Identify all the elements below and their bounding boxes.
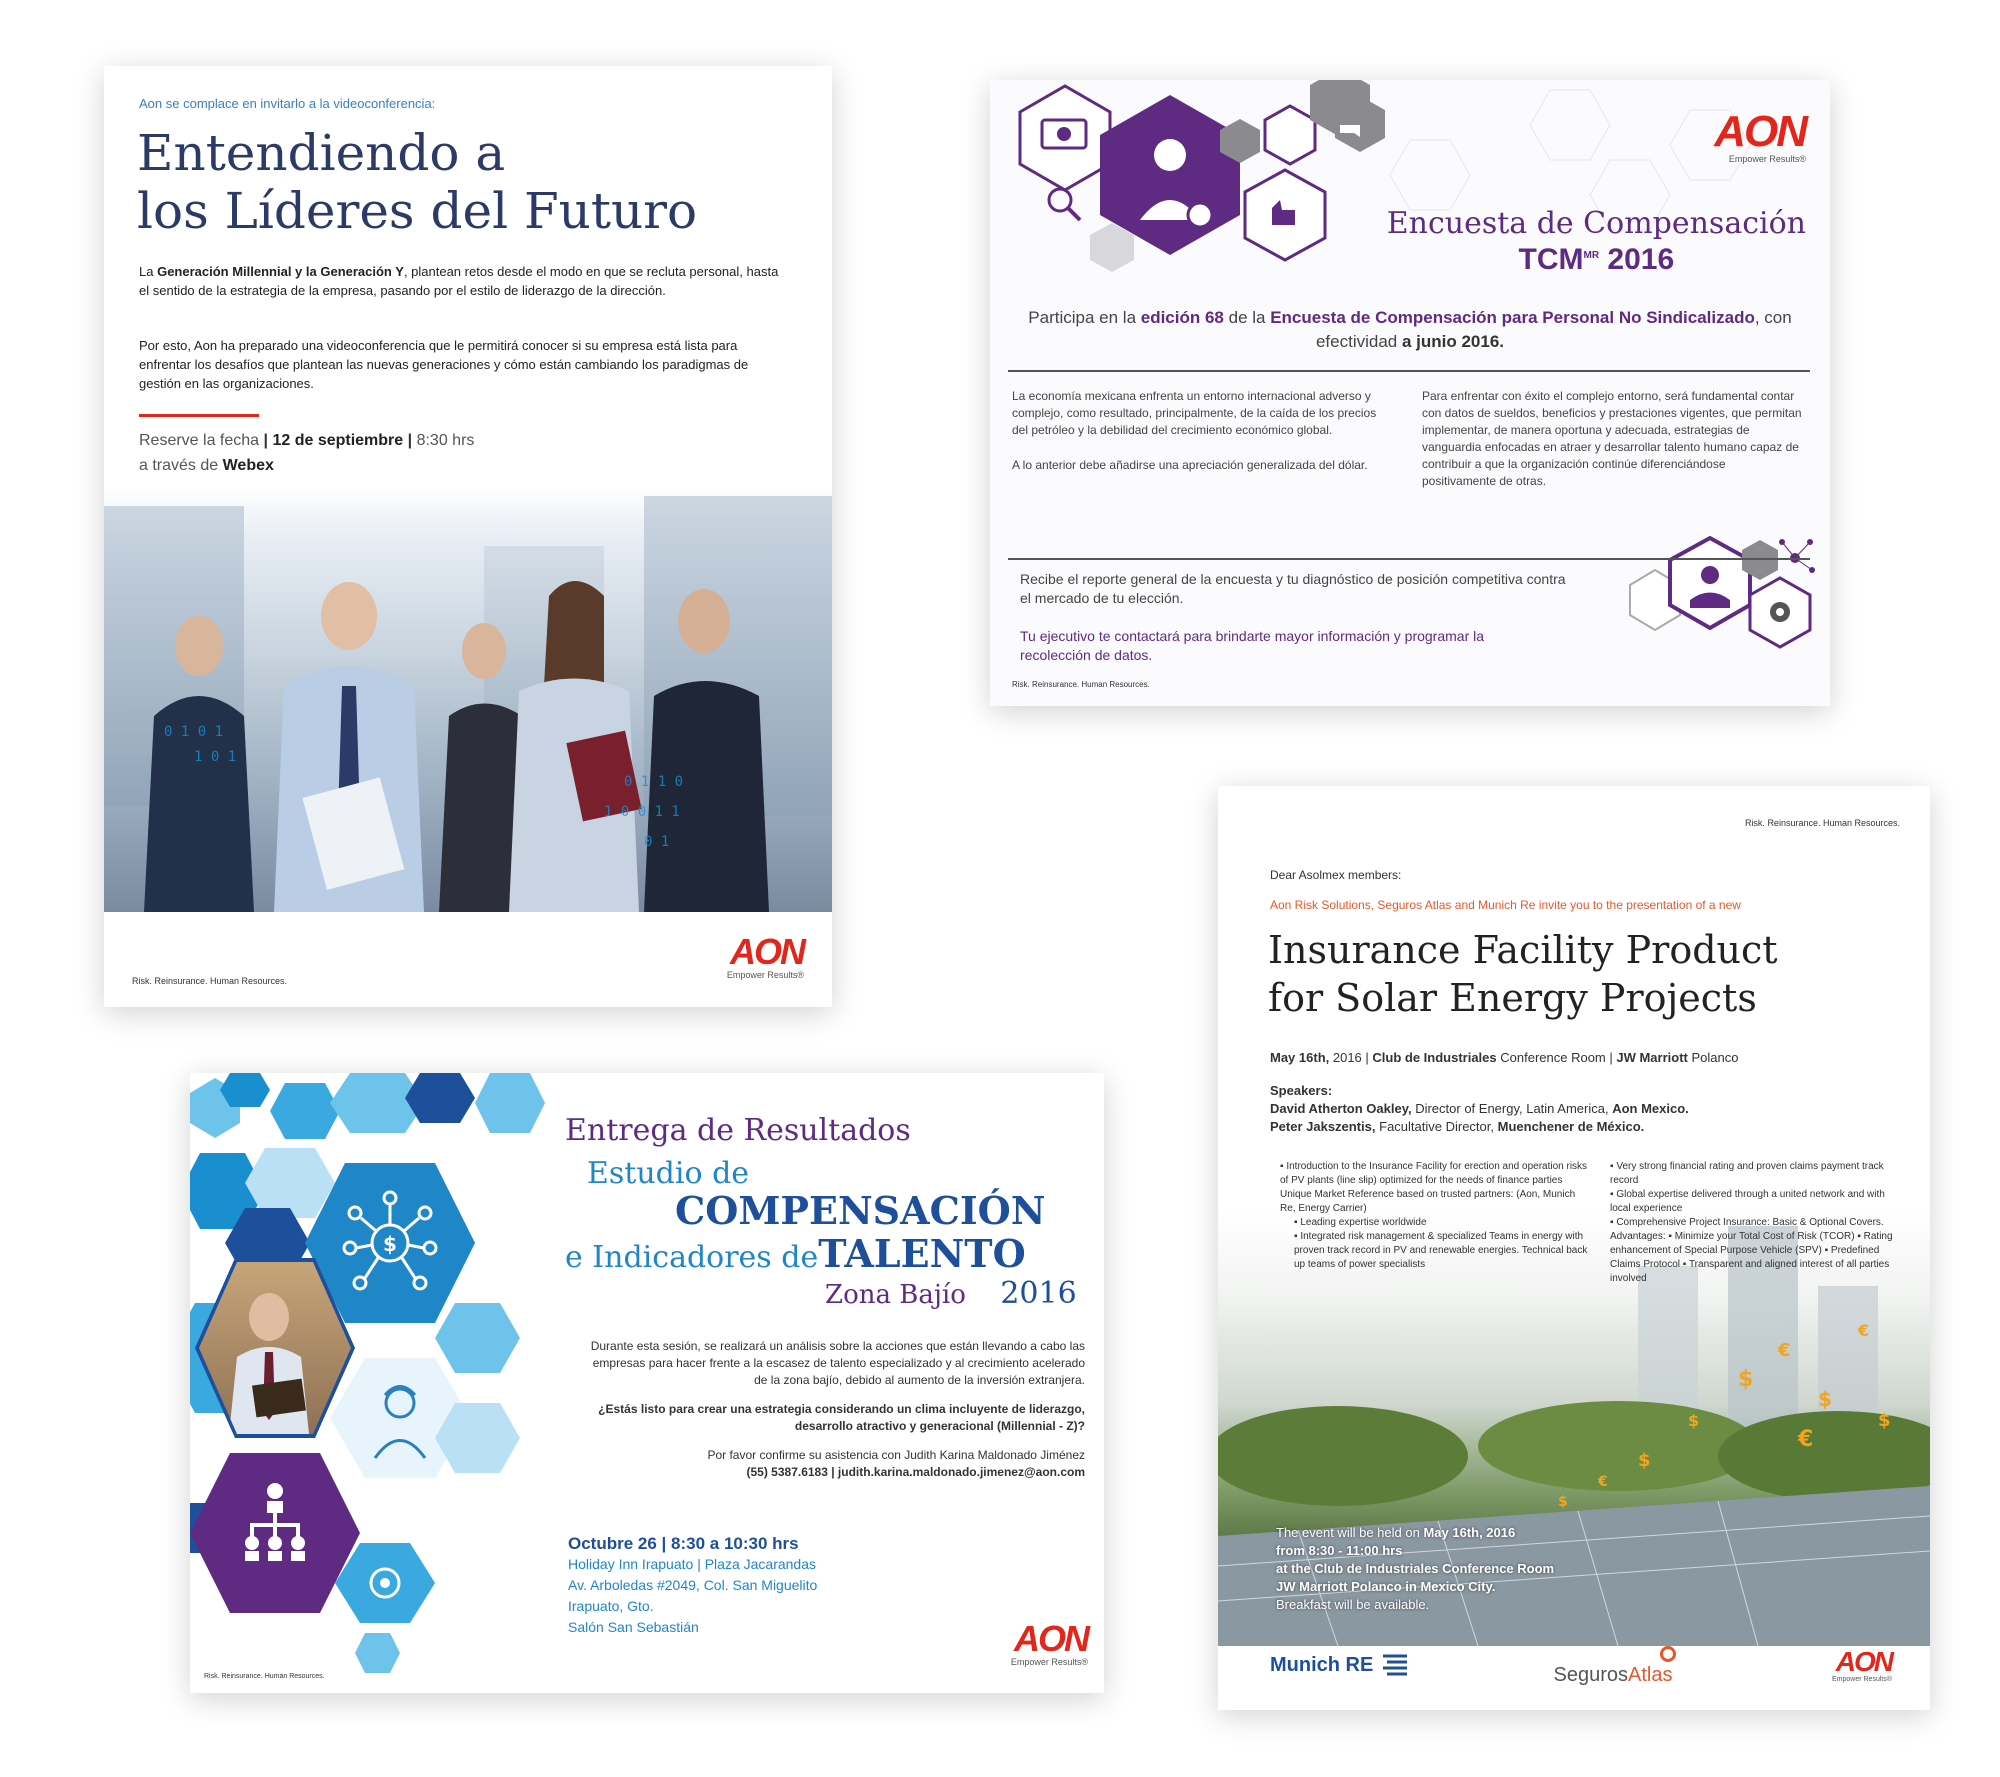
card3-footer: Risk. Reinsurance. Human Resources. xyxy=(204,1673,325,1680)
svg-text:$: $ xyxy=(1688,1411,1700,1430)
svg-text:0 1 0 1: 0 1 0 1 xyxy=(164,724,224,740)
munich-re-logo: Munich RE xyxy=(1270,1652,1409,1678)
card1-title: Entendiendo a los Líderes del Futuro xyxy=(137,124,698,240)
card2-subtitle: Participa en la edición 68 de la Encuesta de Compensación para Personal No Sindicalizado, con efectividad a junio 2016. xyxy=(1028,308,1792,351)
svg-text:€: € xyxy=(1858,1321,1870,1340)
flyer-encuesta-compensacion xyxy=(990,80,1830,706)
svg-text:€: € xyxy=(1598,1474,1608,1490)
flyer-lideres-futuro xyxy=(104,66,832,1007)
card1-intro: Aon se complace en invitarlo a la videoconferencia: xyxy=(139,96,436,111)
svg-text:$: $ xyxy=(1878,1410,1891,1431)
svg-text:1 0 1: 1 0 1 xyxy=(194,749,237,765)
card2-contact-text: Tu ejecutivo te contactará para brindarte mayor información y programar la recolección de datos. xyxy=(1020,628,1485,663)
svg-text:$: $ xyxy=(1638,1450,1651,1471)
seguros-atlas-logo: SegurosAtlas xyxy=(1550,1646,1676,1687)
aon-logo: AON Empower Results® xyxy=(1831,1646,1892,1683)
flyer-entrega-resultados xyxy=(190,1073,1104,1693)
card3-event-details: Octubre 26 | 8:30 a 10:30 hrs Holiday Inn Irapuato | Plaza Jacarandas Av. Arboledas #2049, Col. San Miguelito Irapuato, Gto. Salón San Sebastián xyxy=(568,1534,818,1635)
card4-speakers: Speakers: David Atherton Oakley, Director of Energy, Latin America, Aon Mexico. Peter Jakszentis, Facultative Director, Muenchener de México. xyxy=(1270,1083,1689,1134)
card4-title: Insurance Facility Product for Solar Energy Projects xyxy=(1268,928,1778,1020)
munich-re-mark-icon xyxy=(1381,1652,1409,1678)
card4-invite: Aon Risk Solutions, Seguros Atlas and Munich Re invite you to the presentation of a new xyxy=(1270,898,1741,912)
svg-text:$: $ xyxy=(383,1232,397,1256)
red-divider xyxy=(139,414,259,417)
card2-col1: La economía mexicana enfrenta un entorno internacional adverso y complejo, como resultado, principalmente, de la caída de los precios del petróleo y la debilidad del crecimiento económico global. A lo anterior debe añadirse una apreciación generalizada del dólar. xyxy=(1012,389,1377,472)
aon-logo: AON Empower Results® xyxy=(726,931,804,980)
svg-text:1 0 0 1 1: 1 0 0 1 1 xyxy=(604,804,680,820)
svg-text:0 1: 0 1 xyxy=(644,834,670,850)
svg-text:€: € xyxy=(1778,1340,1791,1361)
card2-bottom-text: Recibe el reporte general de la encuesta y tu diagnóstico de posición competitiva contra el mercado de tu elección. xyxy=(1020,571,1566,606)
flyer-solar-energy xyxy=(1218,786,1930,1710)
card1-date: Reserve la fecha | 12 de septiembre | 8:30 hrs xyxy=(139,432,475,449)
svg-text:€: € xyxy=(1798,1427,1814,1452)
card4-bullets-left: ▪ Introduction to the Insurance Facility for erection and operation risks of PV plants (line slip) optimized for the needs of finance parties Unique Market Reference based on trusted partners: (Aon, Munich Re, Energy Carrier) ▪ Leading expertise worldwide ▪ Integrated risk management & specialized Teams in energy with proven track record in PV and renewable energies. Technical back up teams of power specialists xyxy=(1280,1161,1588,1270)
card1-footer: Risk. Reinsurance. Human Resources. xyxy=(132,976,288,986)
card1-paragraph-1: La Generación Millennial y la Generación Y, plantean retos desde el modo en que se recluta personal, hasta el sentido de la estrategia de la empresa, pasando por el estilo de liderazgo de la dirección. xyxy=(139,264,779,298)
svg-text:$: $ xyxy=(1558,1494,1568,1510)
card4-event-info: The event will be held on May 16th, 2016 from 8:30 - 11:00 hrs at the Club de Industriales Conference Room JW Marriott Polanco in Mexico City. Breakfast will be available. xyxy=(1276,1525,1555,1612)
aon-logo: AON Empower Results® xyxy=(1714,107,1806,164)
card2-col2: Para enfrentar con éxito el complejo entorno, será fundamental contar con datos de sueldos, beneficios y prestaciones vigentes, que permitan implementar, de manera oportuna y adecuada, estrategias de vanguardia enfocadas en atraer y desarrollar talento humano capaz de contribuir a que la organización continúe diferenciándose positivamente de otras. xyxy=(1422,389,1802,488)
card2-footer: Risk. Reinsurance. Human Resources. xyxy=(1012,680,1150,689)
svg-text:$: $ xyxy=(1818,1387,1832,1411)
atlas-mark-icon xyxy=(1660,1646,1676,1662)
card4-bullets-right: ▪ Very strong financial rating and proven claims payment track record ▪ Global expertise delivered through a united network and with local experience ▪ Comprehensive Project Insurance: Basic & Optional Covers. Advantages: ▪ Minimize your Total Cost of Risk (TCOR) ▪ Rating enhancement of Special Purpose Vehicle (SPV) ▪ Predefined Claims Protocol ▪ Transparent and aligned interest of all parties involved xyxy=(1610,1161,1893,1284)
aon-logo: AON Empower Results® xyxy=(1010,1618,1088,1667)
svg-text:$: $ xyxy=(1738,1367,1754,1392)
card4-date-line: May 16th, 2016 | Club de Industriales Conference Room | JW Marriott Polanco xyxy=(1270,1050,1739,1065)
divider xyxy=(1008,558,1810,560)
card1-paragraph-2: Por esto, Aon ha preparado una videoconferencia que le permitirá conocer si su empresa está lista para enfrentar los desafíos que plantean las nuevas generaciones y cómo están cambiando los paradigmas de gestión en las organizaciones. xyxy=(139,338,749,391)
card4-header: Risk. Reinsurance. Human Resources. xyxy=(1744,818,1900,828)
card3-body: Durante esta sesión, se realizará un análisis sobre la acciones que están llevando a cabo las empresas para hacer frente a la escasez de talento especializado y al crecimiento acelerado de la zona bajío, debido al aumento de la inversión extranjera. ¿Estás listo para crear una estrategia considerando un clima incluyente de liderazgo, desarrollo atractivo y generacional (Millennial - Z)? Por favor confirme su asistencia con Judith Karina Maldonado Jiménez (55) 5387.6183 | judith.karina.maldonado.jimenez@aon.com xyxy=(590,1339,1085,1479)
business-team-photo xyxy=(104,486,832,912)
svg-text:0 1 1 0: 0 1 1 0 xyxy=(624,774,684,790)
divider xyxy=(1008,370,1810,372)
card1-via: a través de Webex xyxy=(139,457,274,474)
card4-dear: Dear Asolmex members: xyxy=(1270,868,1402,882)
card2-title: Encuesta de Compensación $TCM^{MR}$ 2016 xyxy=(1386,206,1806,276)
card3-title: Entrega de Resultados Estudio de COMPENSACIÓN e Indicadores deTALENTO Zona Bajío 2016 xyxy=(565,1113,1077,1311)
